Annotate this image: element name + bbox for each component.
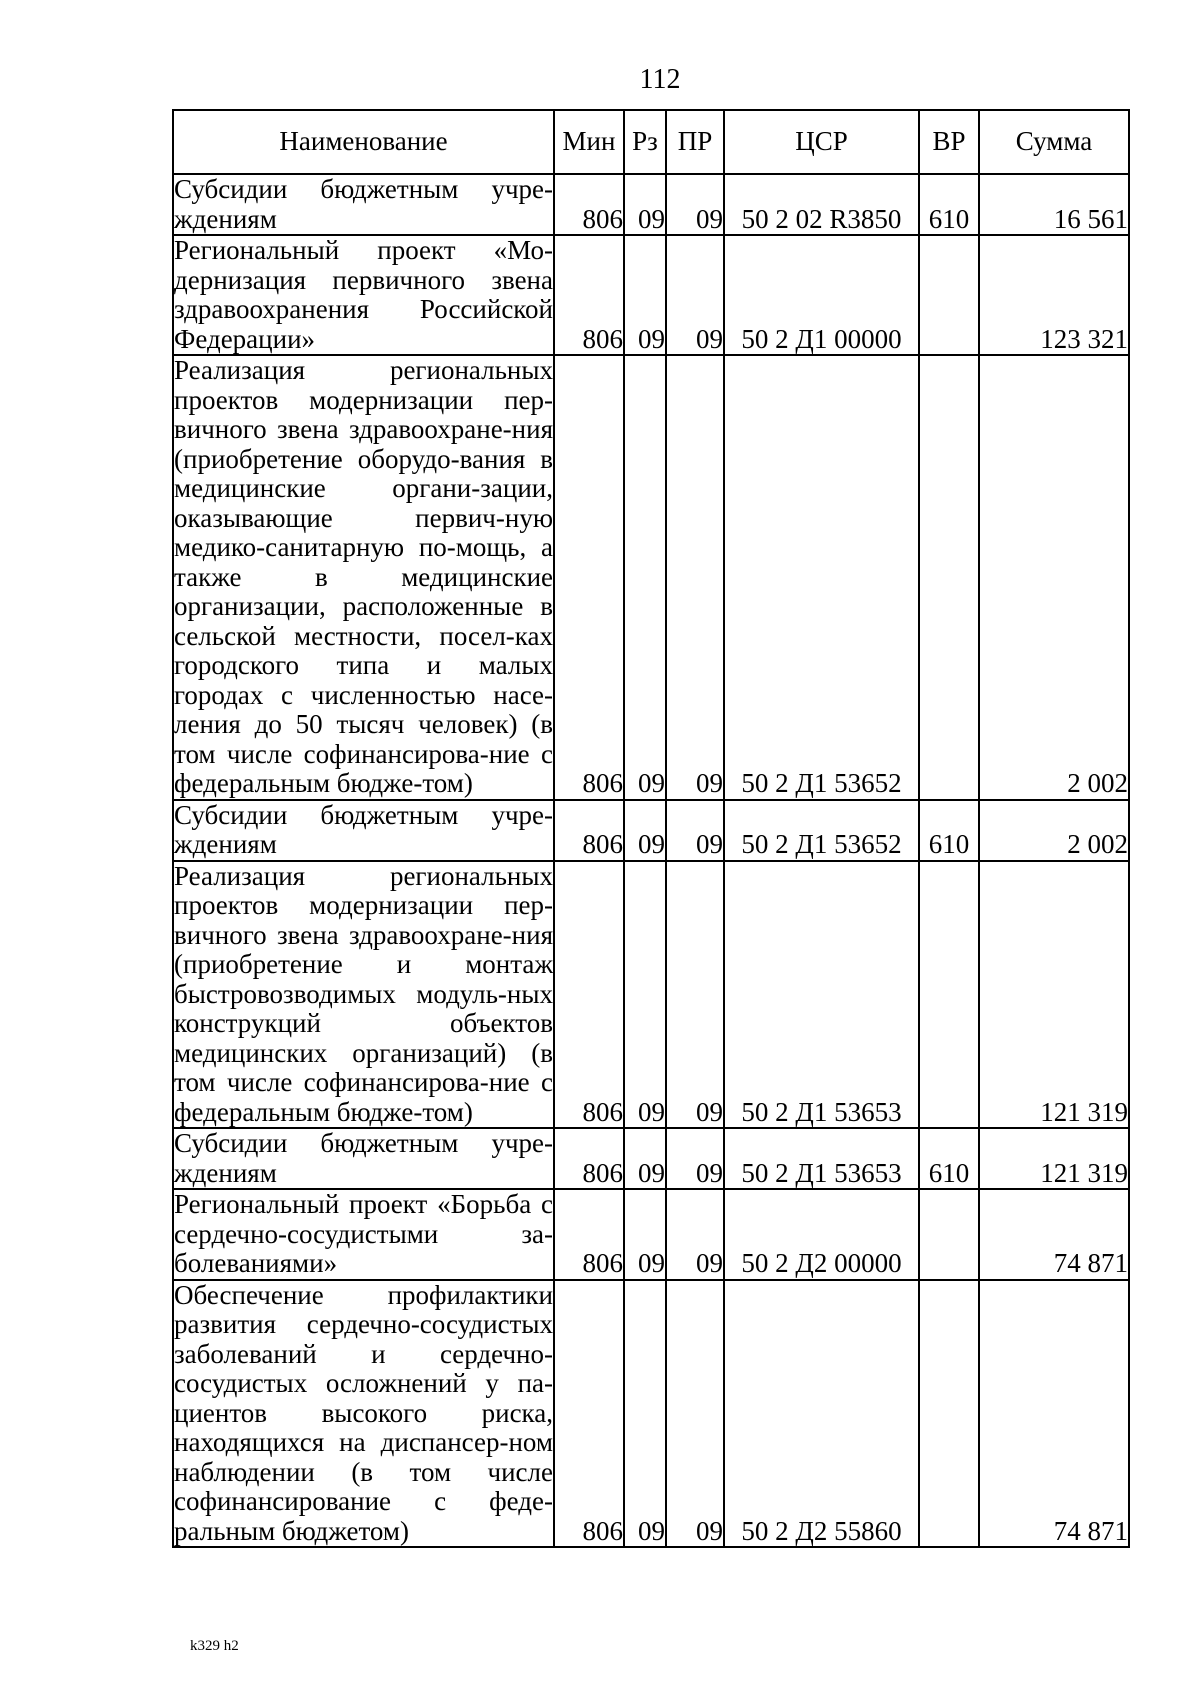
- row-csr-cell: 50 2 Д1 53653: [724, 1128, 919, 1189]
- row-rz-cell: 09: [624, 355, 666, 800]
- row-vr-cell: 610: [919, 174, 979, 235]
- row-min-cell: 806: [554, 1128, 624, 1189]
- row-vr-cell: [919, 235, 979, 355]
- row-pr-cell: 09: [666, 800, 724, 861]
- row-pr-cell: 09: [666, 1189, 724, 1280]
- header-csr: ЦСР: [724, 110, 919, 174]
- table-body: [173, 174, 1129, 1547]
- row-csr-cell: 50 2 Д1 53652: [724, 355, 919, 800]
- row-min-cell: 806: [554, 235, 624, 355]
- row-name-cell: Субсидии бюджетным учре-ждениям: [174, 1128, 553, 1188]
- row-sum-cell: 2 002: [979, 800, 1129, 861]
- row-sum-cell: 121 319: [979, 861, 1129, 1129]
- row-min-cell: 806: [554, 174, 624, 235]
- row-pr-cell: 09: [666, 1280, 724, 1548]
- row-rz-cell: 09: [624, 1280, 666, 1548]
- row-name-cell: Субсидии бюджетным учре-ждениям: [174, 174, 553, 234]
- header-name: Наименование: [173, 110, 554, 174]
- row-name-cell: Субсидии бюджетным учре-ждениям: [174, 799, 553, 859]
- row-vr-cell: [919, 1280, 979, 1548]
- row-sum-cell: 121 319: [979, 1128, 1129, 1189]
- row-vr-cell: [919, 861, 979, 1129]
- table-row: [173, 1189, 1129, 1280]
- row-rz-cell: 09: [624, 235, 666, 355]
- row-min-cell: 806: [554, 1280, 624, 1548]
- row-rz-cell: 09: [624, 1128, 666, 1189]
- table-row: [173, 800, 1129, 861]
- row-min-cell: 806: [554, 355, 624, 800]
- row-name-cell: Региональный проект «Мо-дернизация первичного звена здравоохранения Российской Федерации»: [174, 235, 553, 354]
- row-sum-cell: 123 321: [979, 235, 1129, 355]
- table-row: [173, 174, 1129, 235]
- row-sum-cell: 2 002: [979, 355, 1129, 800]
- row-csr-cell: 50 2 Д2 00000: [724, 1189, 919, 1280]
- row-csr-cell: 50 2 Д1 53653: [724, 861, 919, 1129]
- row-name-cell: Региональный проект «Борьба с сердечно-сосудистыми за-болеваниями»: [174, 1189, 553, 1278]
- row-pr-cell: 09: [666, 861, 724, 1129]
- row-min-cell: 806: [554, 800, 624, 861]
- header-pr: ПР: [666, 110, 724, 174]
- row-vr-cell: 610: [919, 800, 979, 861]
- row-vr-cell: [919, 355, 979, 800]
- row-sum-cell: 74 871: [979, 1189, 1129, 1280]
- table-row: [173, 1280, 1129, 1548]
- row-pr-cell: 09: [666, 355, 724, 800]
- row-csr-cell: 50 2 Д2 55860: [724, 1280, 919, 1548]
- row-name-cell: Обеспечение профилактики развития сердечно-сосудистых заболеваний и сердечно-сосудистых осложнений у па-циентов высокого риска, находящихся на диспансер-ном наблюдении (в том числе софинансирование с феде-ральным бюджетом): [174, 1279, 553, 1546]
- row-rz-cell: 09: [624, 1189, 666, 1280]
- row-vr-cell: 610: [919, 1128, 979, 1189]
- header-min: Мин: [554, 110, 624, 174]
- row-pr-cell: 09: [666, 1128, 724, 1189]
- row-name-cell: Реализация региональных проектов модернизации пер-вичного звена здравоохране-ния (приобретение и монтаж быстровозводимых модуль-ных конструкций объектов медицинских организаций) (в том числе софинансирова-ние с федеральным бюдже-том): [174, 860, 553, 1127]
- header-sum: Сумма: [979, 110, 1129, 174]
- row-rz-cell: 09: [624, 861, 666, 1129]
- row-pr-cell: 09: [666, 235, 724, 355]
- row-csr-cell: 50 2 Д1 53652: [724, 800, 919, 861]
- row-min-cell: 806: [554, 1189, 624, 1280]
- table-header-row: [173, 110, 1129, 174]
- row-pr-cell: 09: [666, 174, 724, 235]
- page-number: 112: [639, 64, 681, 95]
- header-vr: ВР: [919, 110, 979, 174]
- row-csr-cell: 50 2 Д1 00000: [724, 235, 919, 355]
- row-sum-cell: 74 871: [979, 1280, 1129, 1548]
- row-sum-cell: 16 561: [979, 174, 1129, 235]
- table-row: [173, 235, 1129, 355]
- budget-table: [172, 109, 1130, 1548]
- table-row: [173, 861, 1129, 1129]
- header-rz: Рз: [624, 110, 666, 174]
- footer-code: k329 h2: [190, 1638, 239, 1654]
- table-row: [173, 355, 1129, 800]
- row-min-cell: 806: [554, 861, 624, 1129]
- row-name-cell: Реализация региональных проектов модернизации пер-вичного звена здравоохране-ния (приобретение оборудо-вания в медицинские органи-зации, оказывающие первич-ную медико-санитарную по-мощь, а также в медицинские организации, расположенные в сельской местности, посел-ках городского типа и малых городах с численностью насе-ления до 50 тысяч человек) (в том числе софинансирова-ние с федеральным бюдже-том): [174, 355, 553, 798]
- row-rz-cell: 09: [624, 800, 666, 861]
- row-vr-cell: [919, 1189, 979, 1280]
- table-row: [173, 1128, 1129, 1189]
- row-rz-cell: 09: [624, 174, 666, 235]
- row-csr-cell: 50 2 02 R3850: [724, 174, 919, 235]
